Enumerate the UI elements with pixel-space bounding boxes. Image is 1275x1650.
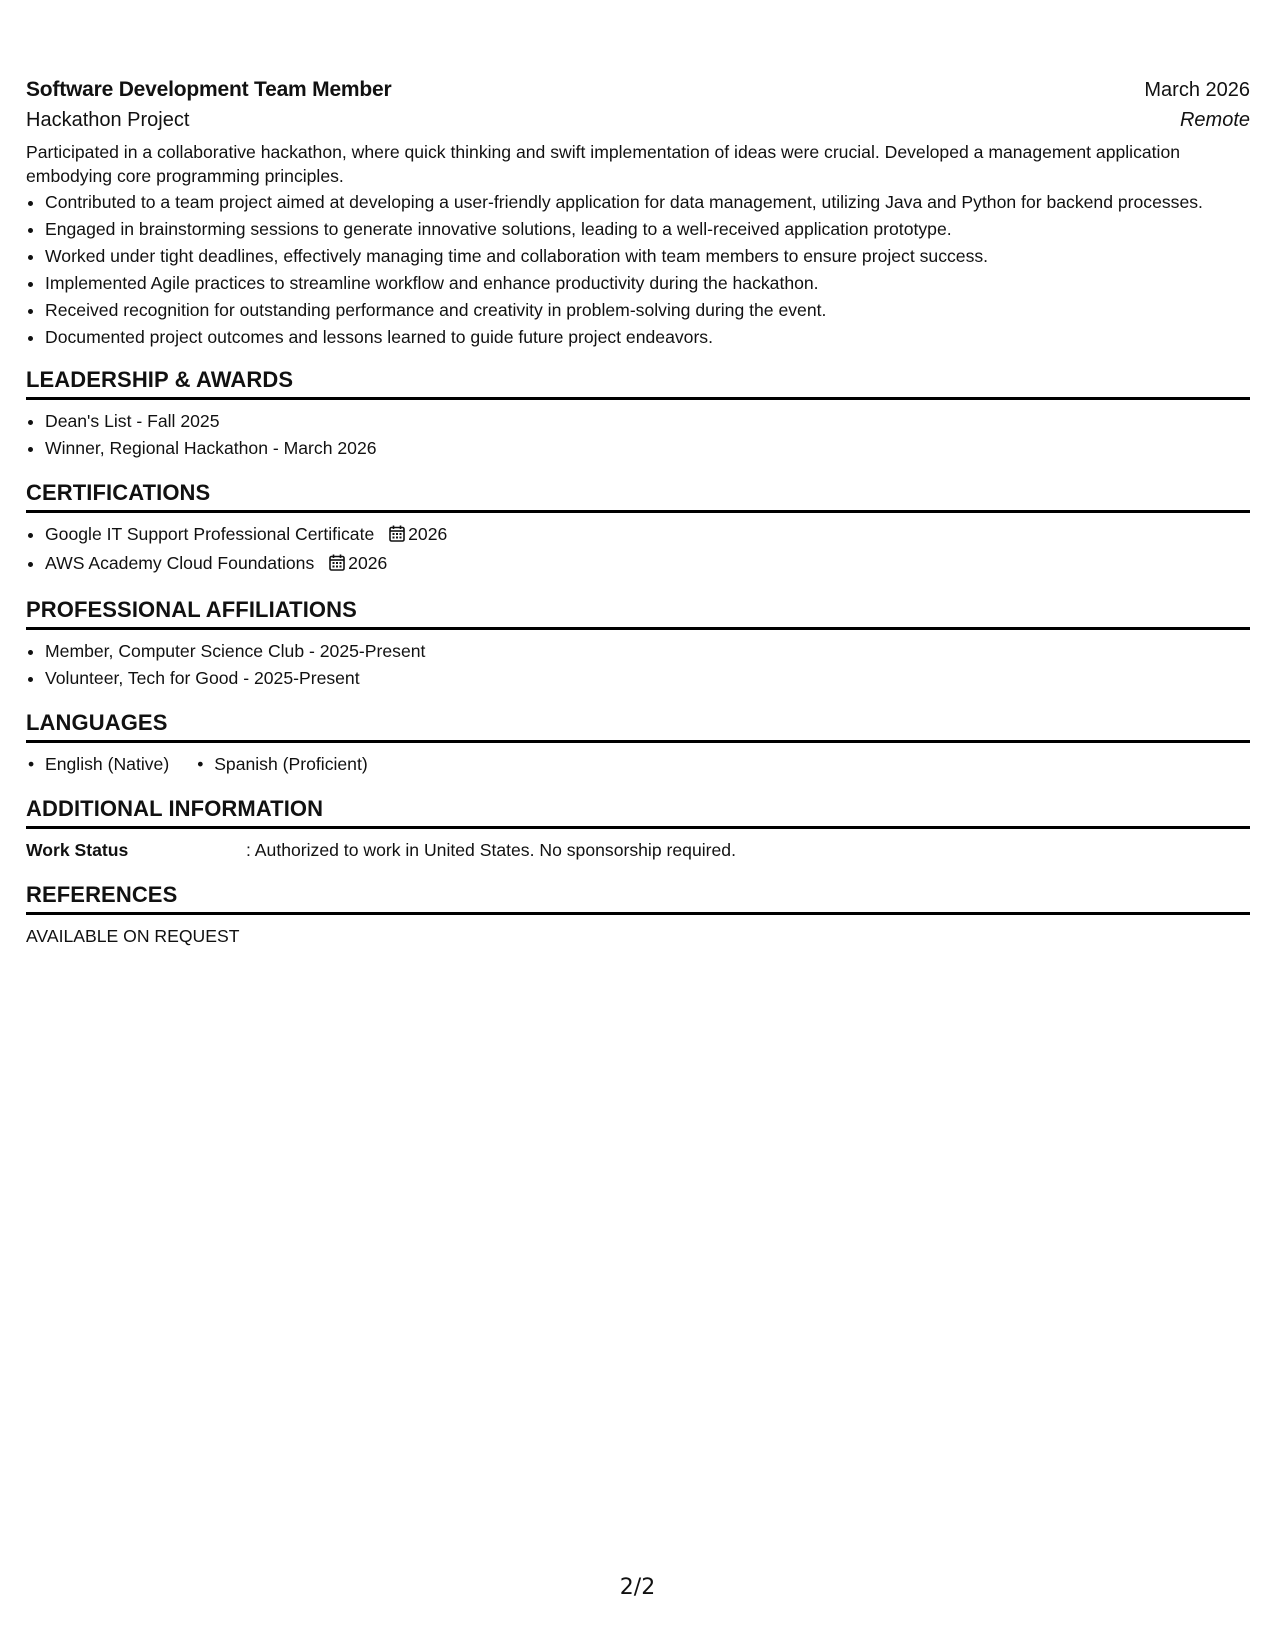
list-item: [45, 522, 1250, 548]
job-summary: Participated in a collaborative hackathon, where quick thinking and swift implementation of ideas were crucial. Developed a management application embodying core programming principles.: [26, 142, 1181, 186]
section-heading-affiliations: PROFESSIONAL AFFILIATIONS: [26, 597, 1250, 630]
list-item: • Engaged in brainstorming sessions to generate innovative solutions, leading to a well-received application prototype.: [45, 217, 1250, 241]
job-bullets: [26, 190, 1250, 349]
languages-list: [26, 752, 1250, 776]
list-item: • Worked under tight deadlines, effectively managing time and collaboration with team members to ensure project success.: [45, 244, 1250, 268]
job-date: March 2026: [1144, 79, 1250, 101]
list-item: • Received recognition for outstanding performance and creativity in problem-solving during the event.: [45, 298, 1250, 322]
job-title: Software Development Team Member: [26, 78, 392, 101]
certifications-list: [26, 522, 1250, 577]
page-number: 2/2: [619, 1575, 656, 1600]
certification-name: AWS Academy Cloud Foundations: [45, 553, 315, 573]
list-item: • Member, Computer Science Club - 2025-Present: [45, 639, 1250, 663]
resume-page: [26, 78, 1250, 948]
job-subheader: [26, 109, 1250, 132]
list-item: • Volunteer, Tech for Good - 2025-Present: [45, 666, 1250, 690]
leadership-list: [26, 409, 1250, 460]
list-item: • Implemented Agile practices to streamline workflow and enhance productivity during the hackathon.: [45, 271, 1250, 295]
certification-name: Google IT Support Professional Certificate: [45, 524, 375, 544]
calendar-icon: [389, 524, 405, 548]
calendar-icon: [329, 553, 345, 577]
references-text: AVAILABLE ON REQUEST: [26, 926, 240, 946]
list-item: [45, 551, 1250, 577]
section-heading-languages: LANGUAGES: [26, 710, 1250, 743]
section-heading-leadership: LEADERSHIP & AWARDS: [26, 367, 1250, 400]
list-item: • English (Native): [26, 752, 169, 776]
work-status-row: [26, 838, 1250, 862]
list-item: • Spanish (Proficient): [195, 752, 368, 776]
affiliations-list: [26, 639, 1250, 690]
list-item: • Documented project outcomes and lessons learned to guide future project endeavors.: [45, 325, 1250, 349]
certification-year: 2026: [408, 524, 448, 544]
list-item: • Contributed to a team project aimed at developing a user-friendly application for data management, utilizing Java and Python for backend processes.: [45, 190, 1250, 214]
certification-year: 2026: [348, 553, 388, 573]
job-location: Remote: [1179, 109, 1250, 131]
job-organization: Hackathon Project: [26, 109, 190, 131]
list-item: • Dean's List - Fall 2025: [45, 409, 1250, 433]
section-heading-references: REFERENCES: [26, 882, 1250, 915]
list-item: • Winner, Regional Hackathon - March 2026: [45, 436, 1250, 460]
work-status-label: Work Status: [26, 840, 129, 860]
work-status-value: : Authorized to work in United States. No sponsorship required.: [246, 840, 736, 860]
section-heading-additional-info: ADDITIONAL INFORMATION: [26, 796, 1250, 829]
job-header: [26, 78, 1250, 102]
section-heading-certifications: CERTIFICATIONS: [26, 480, 1250, 513]
